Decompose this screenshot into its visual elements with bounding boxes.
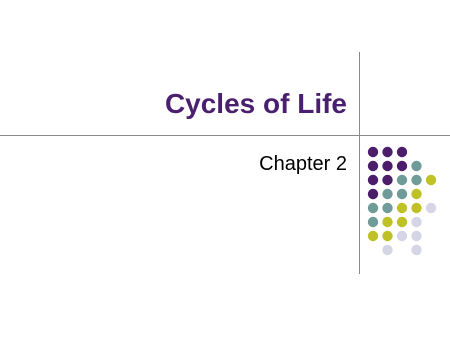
decorative-dot [411, 217, 421, 227]
decorative-dot [368, 203, 378, 213]
decorative-dot [382, 231, 392, 241]
decorative-dot [368, 147, 378, 157]
decorative-dot [397, 161, 407, 171]
decorative-dot [411, 231, 421, 241]
decorative-dot [382, 203, 392, 213]
decorative-dot [397, 175, 407, 185]
decorative-dot [397, 147, 407, 157]
decorative-dot [397, 231, 407, 241]
decorative-dot [397, 217, 407, 227]
decorative-dot [382, 161, 392, 171]
decorative-dot [382, 189, 392, 199]
decorative-dot [368, 189, 378, 199]
decorative-dot [411, 175, 421, 185]
decorative-dot [368, 161, 378, 171]
decorative-dot [368, 175, 378, 185]
decorative-dot [411, 189, 421, 199]
decorative-dot [397, 189, 407, 199]
decorative-dot [382, 245, 392, 255]
decorative-dot [368, 231, 378, 241]
slide-subtitle: Chapter 2 [259, 153, 347, 175]
decorative-dot [382, 147, 392, 157]
decorative-dot [368, 217, 378, 227]
decorative-dot [426, 203, 436, 213]
decorative-dot [411, 161, 421, 171]
decorative-dot [382, 217, 392, 227]
decorative-dot [382, 175, 392, 185]
decorative-dot [411, 245, 421, 255]
slide-title: Cycles of Life [164, 88, 347, 119]
decorative-dot [397, 203, 407, 213]
decorative-dot [426, 175, 436, 185]
decorative-dot [411, 203, 421, 213]
